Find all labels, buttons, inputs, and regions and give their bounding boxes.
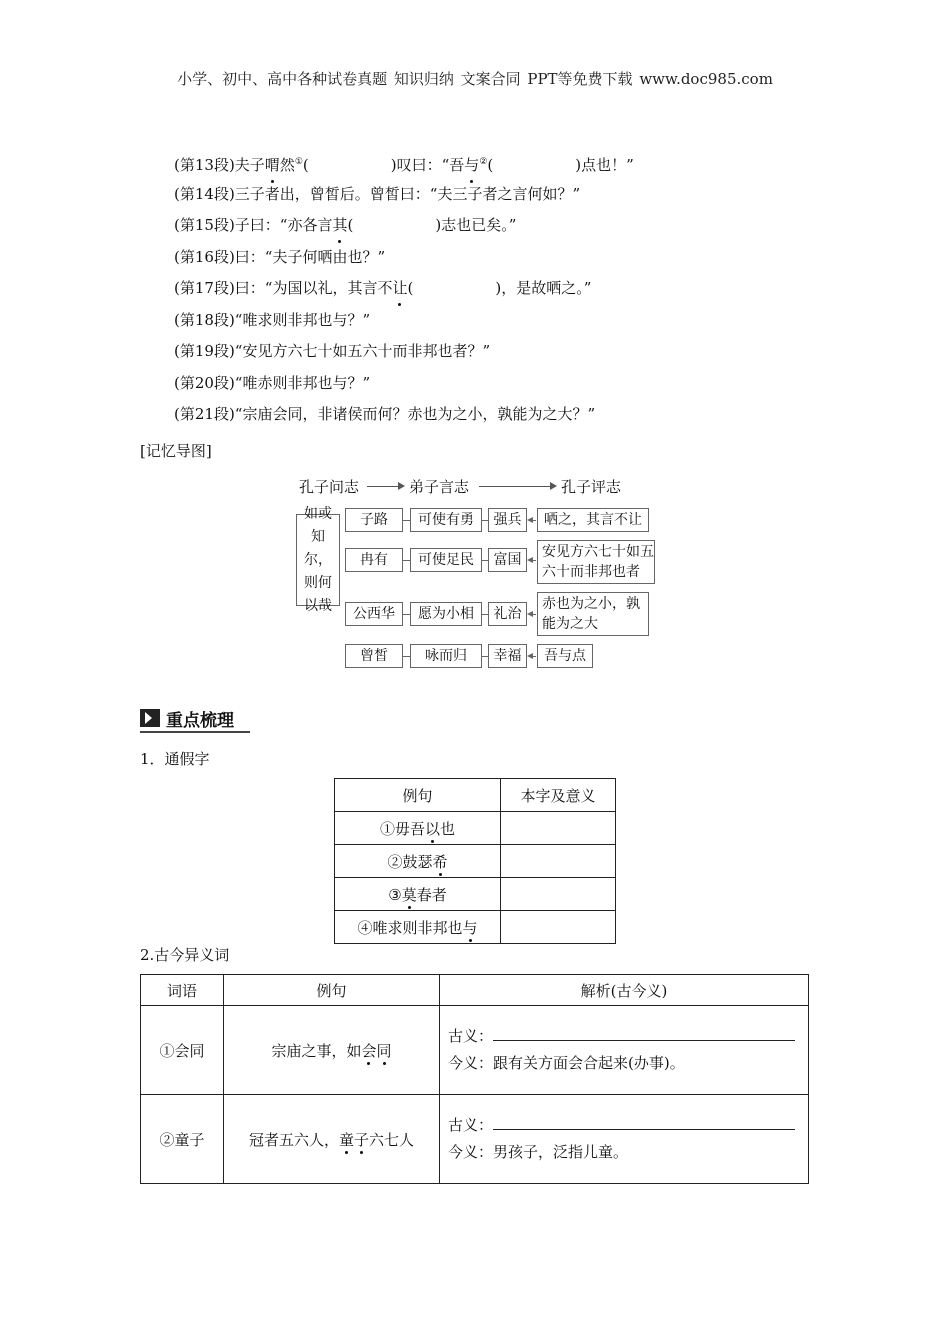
dotted-char: 希	[432, 852, 448, 871]
table-row: ②鼓瑟希	[335, 845, 616, 878]
paragraph-13: (第13段)夫子喟然①( )叹曰：“吾与②( )点也！”	[174, 148, 634, 180]
dotted-char: 让	[392, 274, 407, 302]
dotted-char: 喟	[265, 151, 280, 179]
dotted-char: 与	[462, 918, 478, 937]
paragraph-16: (第16段)曰：“夫子何哂由也？”	[174, 247, 386, 266]
answer-cell[interactable]	[501, 812, 616, 845]
paragraph-19: (第19段)“安见方六七十如五六十而非邦也者？”	[174, 342, 491, 360]
play-marker-icon	[140, 709, 160, 727]
paragraph-18: (第18段)“唯求则非邦也与？”	[174, 310, 371, 329]
dotted-char: 与	[464, 151, 479, 179]
column-header: 词语	[141, 975, 224, 1006]
memory-map-diagram	[293, 472, 663, 672]
comment-box: 哂之，其言不让	[537, 508, 649, 532]
paragraph-14: (第14段)三子者出，曾皙后。曾皙曰：“夫三子者之言何如？”	[174, 184, 581, 203]
answer-line[interactable]	[493, 1115, 795, 1130]
question-box: 如或知尔，则何以哉	[296, 514, 340, 606]
page-header: 小学、初中、高中各种试卷真题 知识归纳 文案合同 PPT等免费下载 www.doc985.com	[177, 70, 773, 88]
table-row: ①毋吾以也	[335, 812, 616, 845]
paragraph-20: (第20段)“唯赤则非邦也与？”	[174, 373, 371, 392]
table-row: ③莫春者	[335, 878, 616, 911]
answer-cell[interactable]	[501, 878, 616, 911]
tongjia-table	[334, 778, 616, 944]
disciple-name-box: 公西华	[345, 602, 403, 626]
column-header: 解析(古今义)	[440, 975, 809, 1006]
answer-line[interactable]	[493, 1026, 795, 1041]
disciple-name-box: 冉有	[345, 548, 403, 572]
aim-box: 可使有勇	[410, 508, 482, 532]
gujin-table	[140, 974, 809, 1184]
table-row	[141, 1095, 809, 1184]
aim-box: 可使足民	[410, 548, 482, 572]
arrow-right-icon	[479, 486, 555, 487]
example-cell: 宗庙之事，如会同	[224, 1006, 440, 1095]
arrow-left-icon	[529, 560, 536, 561]
dotted-char: 以	[424, 819, 440, 838]
table-row	[141, 1006, 809, 1095]
arrow-left-icon	[529, 614, 536, 615]
key-box: 幸福	[488, 644, 527, 668]
dotted-char: 子	[354, 1130, 370, 1149]
aim-box: 咏而归	[410, 644, 482, 668]
diagram-top-label: 孔子问志	[299, 478, 360, 496]
word-cell: ②童子	[141, 1095, 224, 1184]
example-cell: 冠者五六人，童子六七人	[224, 1095, 440, 1184]
analysis-cell: 古义： 今义：跟有关方面会合起来(办事)。	[440, 1006, 809, 1095]
dotted-char: 童	[338, 1130, 354, 1149]
paragraph-17: (第17段)曰：“为国以礼，其言不让( )，是故哂之。”	[174, 274, 634, 306]
answer-cell[interactable]	[501, 911, 616, 944]
arrow-right-icon	[367, 486, 403, 487]
comment-box: 赤也为之小，孰能为之大	[537, 592, 649, 636]
key-box: 礼治	[488, 602, 527, 626]
answer-cell[interactable]	[501, 845, 616, 878]
key-box: 富国	[488, 548, 527, 572]
column-header: 例句	[335, 779, 501, 812]
paragraph-21: (第21段)“宗庙会同，非诸侯而何？赤也为之小，孰能为之大？”	[174, 405, 596, 423]
diagram-top-label: 弟子言志	[409, 478, 470, 496]
aim-box: 愿为小相	[410, 602, 482, 626]
diagram-top-label: 孔子评志	[561, 478, 622, 496]
section-heading	[140, 706, 250, 730]
disciple-name-box: 子路	[345, 508, 403, 532]
arrow-left-icon	[529, 656, 536, 657]
dotted-char: 同	[376, 1041, 392, 1060]
analysis-cell: 古义： 今义：男孩子，泛指儿童。	[440, 1095, 809, 1184]
column-header: 例句	[224, 975, 440, 1006]
tongjia-heading: 1．通假字	[140, 750, 210, 768]
paragraph-15: (第15段)子曰：“亦各言其( )志也已矣。”	[174, 211, 634, 243]
word-cell: ①会同	[141, 1006, 224, 1095]
comment-box: 吾与点	[537, 644, 593, 668]
dotted-char: 会	[361, 1041, 377, 1060]
column-header: 本字及意义	[501, 779, 616, 812]
arrow-left-icon	[529, 520, 536, 521]
table-row: ④唯求则非邦也与	[335, 911, 616, 944]
memory-map-title: [记忆导图]	[140, 442, 212, 460]
dotted-char: 其	[332, 211, 347, 239]
comment-box: 安见方六七十如五六十而非邦也者	[537, 540, 655, 584]
gujin-heading: 2.古今异义词	[140, 946, 230, 964]
dotted-char: 莫	[401, 885, 417, 904]
text-paragraphs	[174, 148, 634, 432]
key-box: 强兵	[488, 508, 527, 532]
disciple-name-box: 曾皙	[345, 644, 403, 668]
section-title: 重点梳理	[166, 711, 234, 731]
